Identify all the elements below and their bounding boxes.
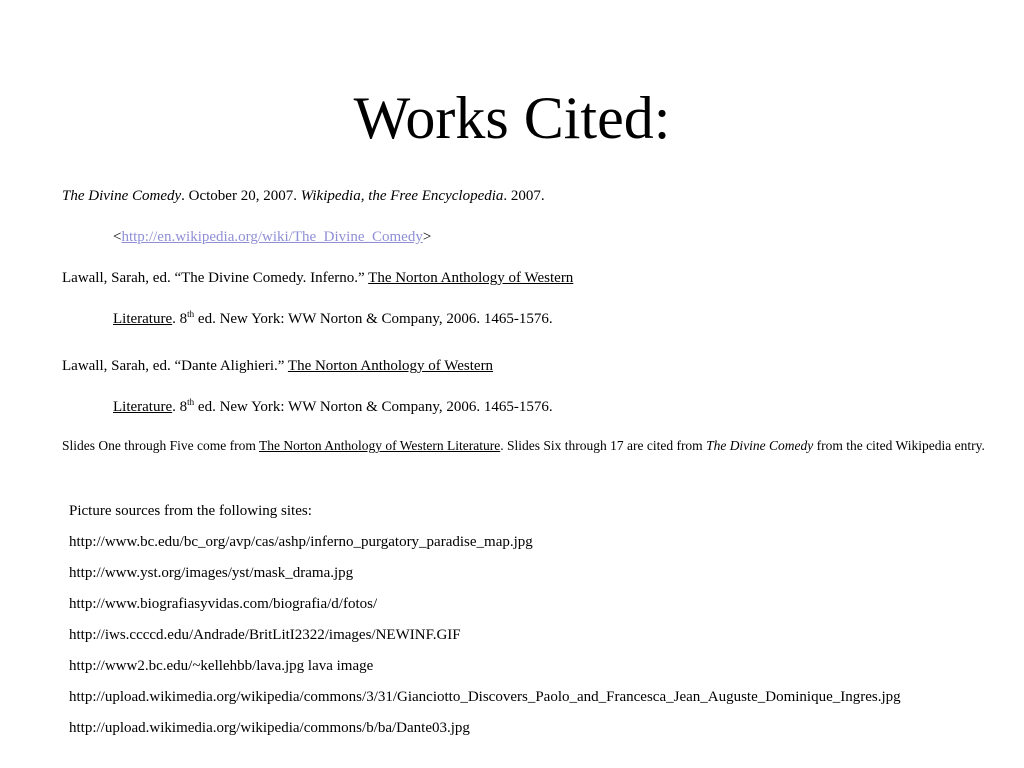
citation-3-publisher: ed. New York: WW Norton & Company, 2006. 1465-1576. — [194, 399, 553, 415]
citation-1-title: The Divine Comedy — [62, 188, 182, 204]
citation-3-edition-sup: th — [187, 397, 195, 407]
source-url: http://www.yst.org/images/yst/mask_drama.jpg — [69, 565, 354, 581]
picture-sources — [69, 501, 901, 749]
citation-1-url-close: > — [422, 229, 432, 245]
citation-1-line-1 — [62, 186, 545, 206]
source-url: http://www.biografiasyvidas.com/biografia/d/fotos/ — [69, 596, 378, 612]
citation-3-anthology: The Norton Anthology of Western — [287, 358, 494, 374]
citation-3-line-1 — [62, 356, 493, 376]
page-title: Works Cited: — [353, 85, 671, 151]
note-work: The Divine Comedy — [706, 438, 814, 453]
picture-sources-heading: Picture sources from the following sites: — [69, 503, 312, 519]
source-url: http://www.bc.edu/bc_org/avp/cas/ashp/inferno_purgatory_paradise_map.jpg — [69, 534, 533, 550]
citation-2-edition-sup: th — [187, 309, 195, 319]
source-url: http://iws.ccccd.edu/Andrade/BritLitI2322/images/NEWINF.GIF — [69, 627, 461, 643]
note-part-3: from the cited Wikipedia entry. — [813, 438, 985, 453]
note-part-2: . Slides Six through 17 are cited from — [500, 438, 707, 453]
citation-1-year: . 2007. — [503, 188, 545, 204]
citation-3-edition: . 8 — [172, 399, 188, 415]
citation-1-site: Wikipedia, the Free Encyclopedia — [300, 188, 504, 204]
citation-2-publisher: ed. New York: WW Norton & Company, 2006. 1465-1576. — [194, 311, 553, 327]
citation-2-line-1 — [62, 268, 573, 288]
citation-2-line-2 — [113, 309, 553, 329]
source-url: http://www2.bc.edu/~kellehbb/lava.jpg lava image — [69, 658, 374, 674]
citation-1-line-2 — [113, 227, 431, 247]
citation-1-url-open: < — [113, 229, 122, 245]
citation-3-anthology-cont: Literature — [113, 399, 173, 415]
citation-2-edition: . 8 — [172, 311, 188, 327]
note-part-1: Slides One through Five come from — [62, 438, 259, 453]
citation-2-anthology: The Norton Anthology of Western — [368, 270, 574, 286]
citation-1-url-link[interactable]: http://en.wikipedia.org/wiki/The_Divine_Comedy — [121, 229, 423, 245]
note-anthology: The Norton Anthology of Western Literature — [258, 438, 501, 453]
citation-1-date: . October 20, 2007. — [181, 188, 301, 204]
citation-2-anthology-cont: Literature — [113, 311, 173, 327]
source-url: http://upload.wikimedia.org/wikipedia/commons/3/31/Gianciotto_Discovers_Paolo_and_Francesca_Jean_Auguste_Dominique_Ingres.jpg — [69, 689, 901, 705]
slides-source-note — [62, 436, 1024, 455]
source-url: http://upload.wikimedia.org/wikipedia/commons/b/ba/Dante03.jpg — [69, 720, 470, 736]
citation-3-editor: Lawall, Sarah, ed. “Dante Alighieri.” — [62, 358, 288, 374]
citation-3-line-2 — [113, 397, 553, 417]
citation-2-editor: Lawall, Sarah, ed. “The Divine Comedy. Inferno.” — [62, 270, 369, 286]
